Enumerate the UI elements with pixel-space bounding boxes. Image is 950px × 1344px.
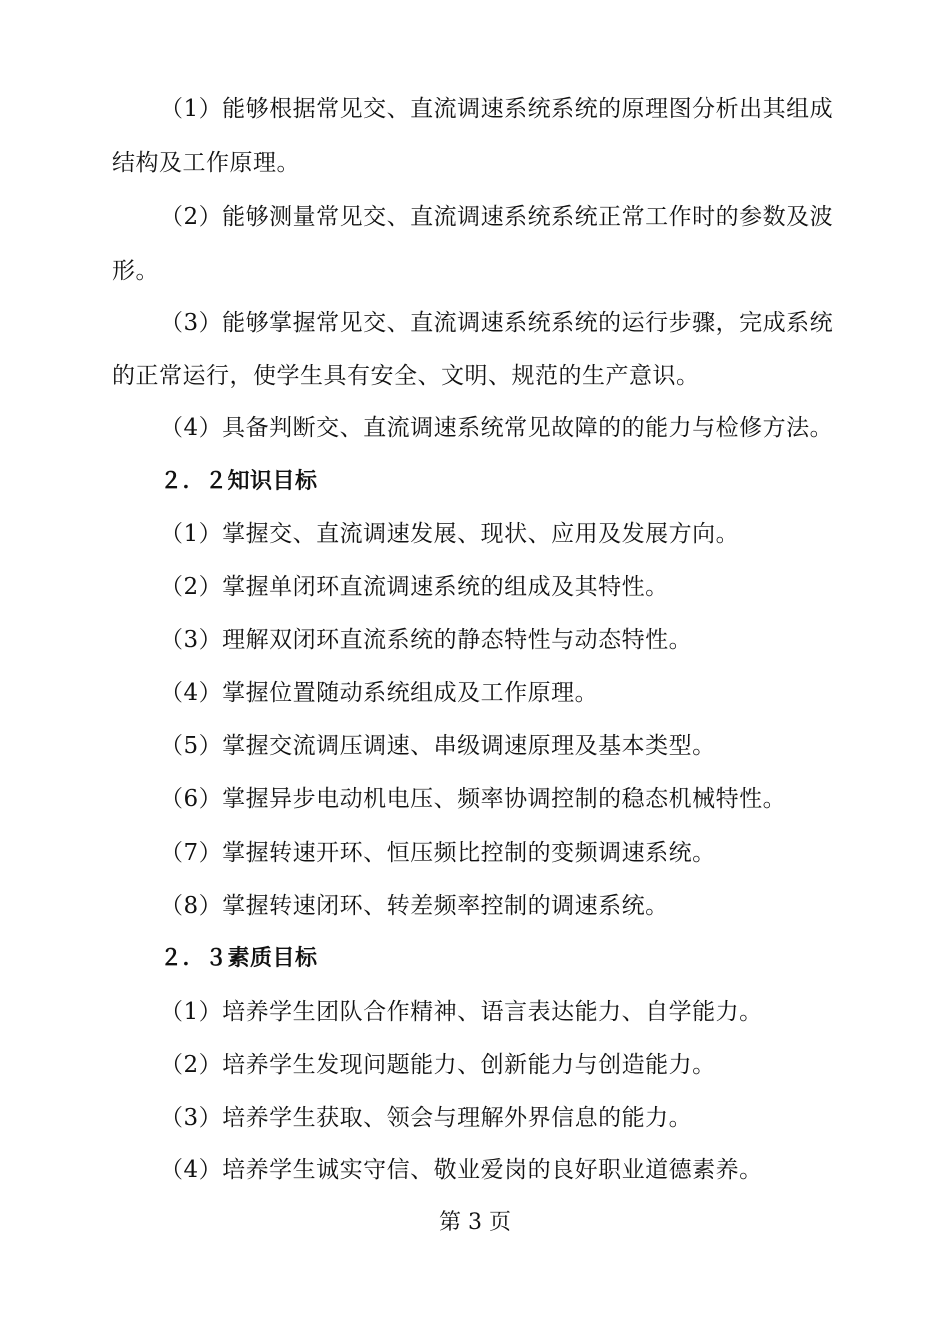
skill-item-4: （4）具备判断交、直流调速系统常见故障的的能力与检修方法。 bbox=[160, 415, 834, 441]
knowledge-item: （4）掌握位置随动系统组成及工作原理。 bbox=[160, 680, 599, 706]
skill-item-2-line-1: （2）能够测量常见交、直流调速系统系统正常工作时的参数及波 bbox=[160, 204, 834, 230]
page-number: 第 3 页 bbox=[439, 1210, 511, 1235]
quality-item: （3）培养学生获取、领会与理解外界信息的能力。 bbox=[160, 1105, 693, 1131]
knowledge-heading: ２．２知识目标 bbox=[160, 469, 318, 494]
skill-item-1-line-2: 结构及工作原理。 bbox=[112, 150, 300, 176]
skill-item-2-line-2: 形。 bbox=[112, 258, 159, 284]
skill-item-3-line-1: （3）能够掌握常见交、直流调速系统系统的运行步骤，完成系统 bbox=[160, 310, 834, 336]
knowledge-item: （8）掌握转速闭环、转差频率控制的调速系统。 bbox=[160, 893, 669, 919]
quality-item: （2）培养学生发现问题能力、创新能力与创造能力。 bbox=[160, 1052, 716, 1078]
knowledge-item: （5）掌握交流调压调速、串级调速原理及基本类型。 bbox=[160, 733, 716, 759]
skill-item-1-line-1: （1）能够根据常见交、直流调速系统系统的原理图分析出其组成 bbox=[160, 96, 834, 122]
knowledge-item: （1）掌握交、直流调速发展、现状、应用及发展方向。 bbox=[160, 521, 740, 547]
knowledge-item: （2）掌握单闭环直流调速系统的组成及其特性。 bbox=[160, 574, 669, 600]
quality-heading: ２．３素质目标 bbox=[160, 946, 318, 971]
quality-item: （1）培养学生团队合作精神、语言表达能力、自学能力。 bbox=[160, 999, 763, 1025]
knowledge-item: （6）掌握异步电动机电压、频率协调控制的稳态机械特性。 bbox=[160, 786, 787, 812]
quality-item: （4）培养学生诚实守信、敬业爱岗的良好职业道德素养。 bbox=[160, 1157, 763, 1183]
knowledge-item: （7）掌握转速开环、恒压频比控制的变频调速系统。 bbox=[160, 840, 716, 866]
skill-item-3-line-2: 的正常运行，使学生具有安全、文明、规范的生产意识。 bbox=[112, 363, 700, 389]
knowledge-item: （3）理解双闭环直流系统的静态特性与动态特性。 bbox=[160, 627, 693, 653]
